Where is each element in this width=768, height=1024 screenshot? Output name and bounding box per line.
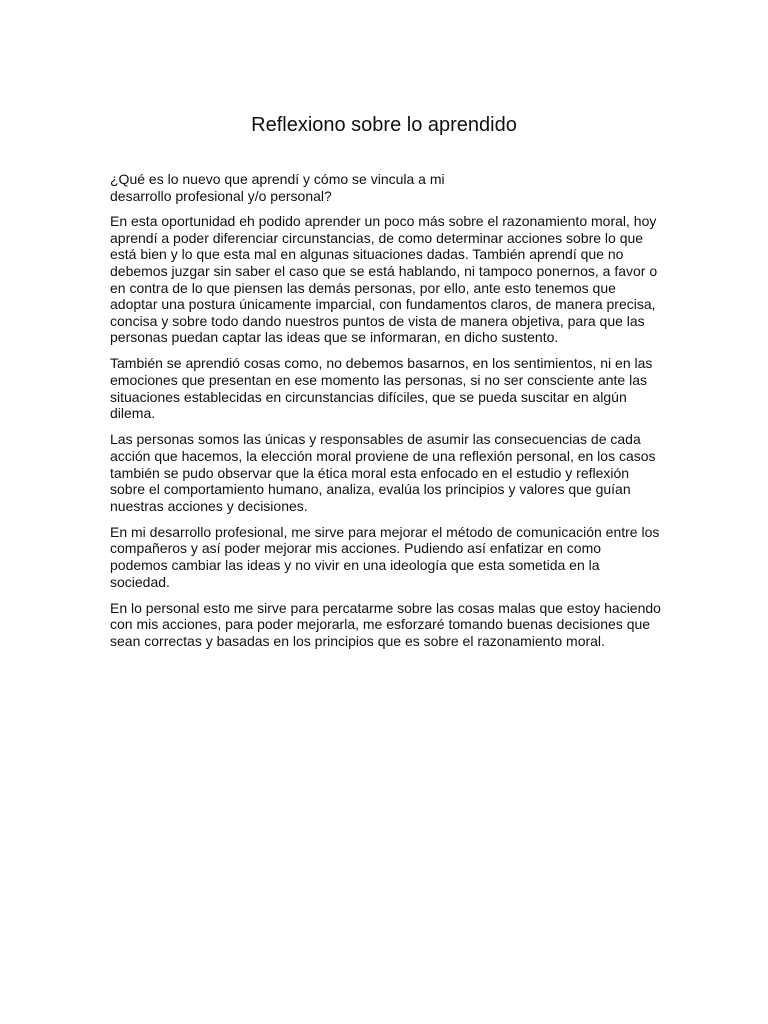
paragraph: En mi desarrollo profesional, me sirve para mejorar el método de comunicación entre los compañeros y así poder mejorar mis acciones. Pudiendo así enfatizar en como podemos cambiar las ideas y no vivir en una ideología que esta sometida en la sociedad. xyxy=(110,523,660,590)
reflection-question: ¿Qué es lo nuevo que aprendí y cómo se vincula a mi desarrollo profesional y/o personal? xyxy=(110,171,445,204)
document-title: Reflexiono sobre lo aprendido xyxy=(251,114,517,136)
paragraph: También se aprendió cosas como, no debemos basarnos, en los sentimientos, ni en las emociones que presentan en ese momento las personas, si no ser consciente ante las situaciones establecidas en circunstancias difíciles, que se pueda suscitar en algún dilema. xyxy=(110,355,653,422)
paragraph: En lo personal esto me sirve para percatarme sobre las cosas malas que estoy haciendo con mis acciones, para poder mejorarla, me esforzaré tomando buenas decisiones que sean correctas y basadas en los principios que es sobre el razonamiento moral. xyxy=(110,599,661,649)
paragraph: En esta oportunidad eh podido aprender un poco más sobre el razonamiento moral, hoy aprendí a poder diferenciar circunstancias, de como determinar acciones sobre lo que está bien y lo que esta mal en algunas situaciones dadas. También aprendí que no debemos juzgar sin saber el caso que se está hablando, ni tampoco ponernos, a favor o en contra de lo que piensen las demás personas, por ello, ante esto tenemos que adoptar una postura únicamente imparcial, con fundamentos claros, de manera precisa, concisa y sobre todo dando nuestros puntos de vista de manera objetiva, para que las personas puedan captar las ideas que se informaran, en dicho sustento. xyxy=(110,213,658,346)
document-body xyxy=(110,171,661,659)
paragraph: Las personas somos las únicas y responsables de asumir las consecuencias de cada acción que hacemos, la elección moral proviene de una reflexión personal, en los casos también se pudo observar que la ética moral esta enfocado en el estudio y reflexión sobre el comportamiento humano, analiza, evalúa los principios y valores que guían nuestras acciones y decisiones. xyxy=(110,431,656,514)
